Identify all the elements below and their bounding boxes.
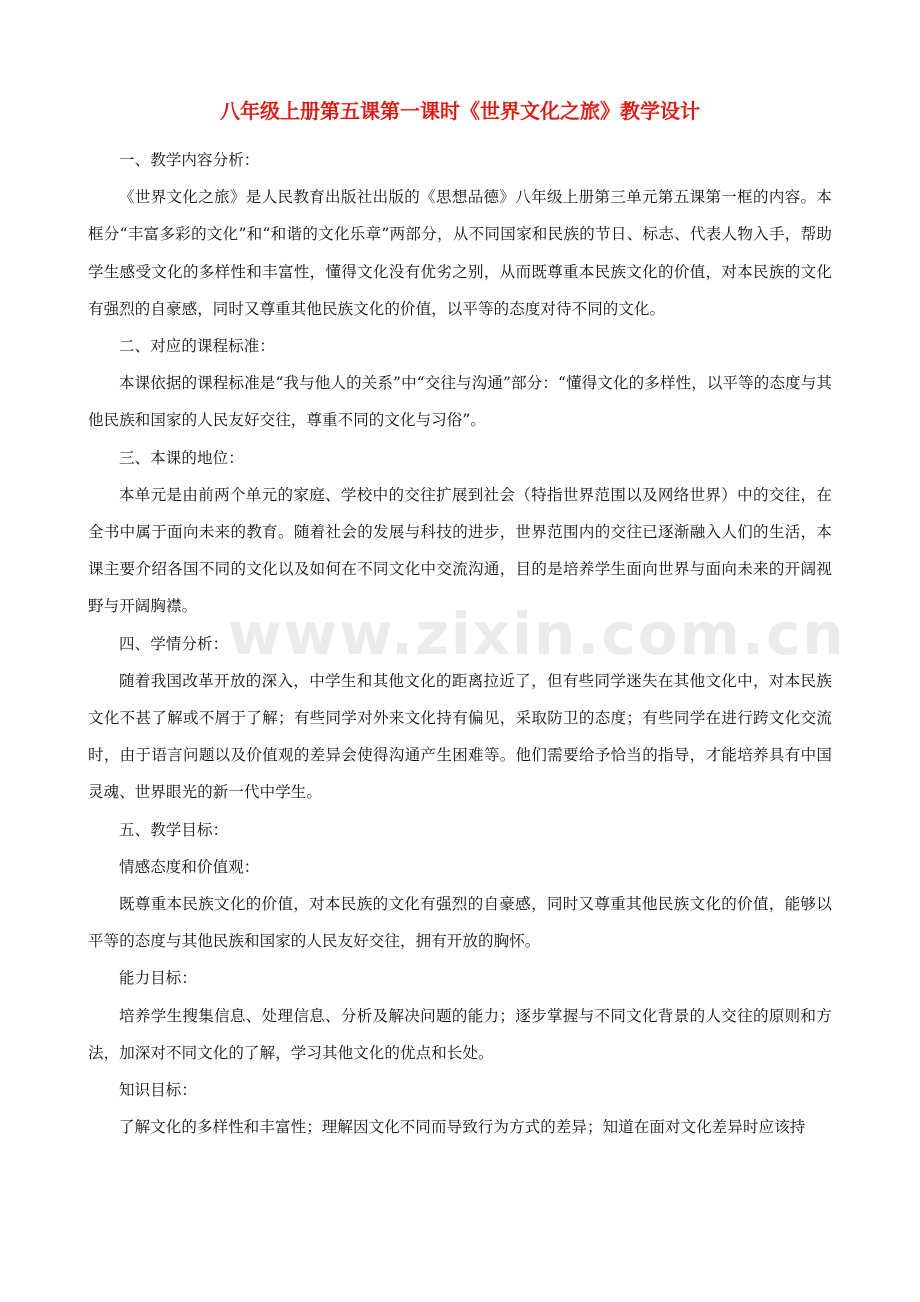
paragraph-curriculum-standard: 本课依据的课程标准是“我与他人的关系”中“交往与沟通”部分：“懂得文化的多样性，以平等的态度与其他民族和国家的人民友好交往，尊重不同的文化与习俗”。 bbox=[88, 374, 832, 430]
document-title: 八年级上册第五课第一课时《世界文化之旅》教学设计 bbox=[220, 99, 700, 123]
heading-lesson-position: 三、本课的地位： bbox=[119, 448, 244, 467]
paragraph-student-analysis: 随着我国改革开放的深入，中学生和其他文化的距离拉近了，但有些同学迷失在其他文化中，对本民族文化不甚了解或不屑于了解；有些同学对外来文化持有偏见，采取防卫的态度；有些同学在进行跨文化交流时，由于语言问题以及价值观的差异会使得沟通产生困难等。他们需要给予恰当的指导，才能培养具有中国灵魂、世界眼光的新一代中学生。 bbox=[88, 671, 832, 802]
heading-curriculum-standard: 二、对应的课程标准： bbox=[119, 337, 276, 356]
heading-teaching-goals: 五、教学目标： bbox=[119, 820, 229, 839]
paragraph-attitude-values: 既尊重本民族文化的价值，对本民族的文化有强烈的自豪感，同时又尊重其他民族文化的价值，能够以平等的态度与其他民族和国家的人民友好交往，拥有开放的胸怀。 bbox=[88, 895, 832, 951]
subheading-ability-goals: 能力目标： bbox=[119, 969, 198, 988]
paragraph-ability-goals: 培养学生搜集信息、处理信息、分析及解决问题的能力；逐步掌握与不同文化背景的人交往的原则和方法，加深对不同文化的了解，学习其他文化的优点和长处。 bbox=[88, 1006, 832, 1062]
heading-content-analysis: 一、教学内容分析： bbox=[119, 151, 260, 169]
subheading-attitude-values: 情感态度和价值观： bbox=[119, 857, 260, 876]
heading-student-analysis: 四、学情分析： bbox=[119, 634, 229, 653]
paragraph-lesson-position: 本单元是由前两个单元的家庭、学校中的交往扩展到社会（特指世界范围以及网络世界）中的交往，在全书中属于面向未来的教育。随着社会的发展与科技的进步，世界范围内的交往已逐渐融入人们的生活，本课主要介绍各国不同的文化以及如何在不同文化中交流沟通，目的是培养学生面向世界与面向未来的开阔视野与开阔胸襟。 bbox=[88, 485, 832, 616]
document-body bbox=[88, 142, 832, 1146]
paragraph-knowledge-goals: 了解文化的多样性和丰富性；理解因文化不同而导致行为方式的差异；知道在面对文化差异时应该持 bbox=[119, 1118, 806, 1137]
subheading-knowledge-goals: 知识目标： bbox=[119, 1081, 198, 1100]
watermark: www.zixin.com.cn bbox=[228, 600, 846, 668]
paragraph-content-analysis: 《世界文化之旅》是人民教育出版社出版的《思想品德》八年级上册第三单元第五课第一框的内容。本框分“丰富多彩的文化”和“和谐的文化乐章”两部分，从不同国家和民族的节日、标志、代表人物入手，帮助学生感受文化的多样性和丰富性，懂得文化没有优劣之别，从而既尊重本民族文化的价值，对本民族的文化有强烈的自豪感，同时又尊重其他民族文化的价值，以平等的态度对待不同的文化。 bbox=[88, 188, 832, 318]
